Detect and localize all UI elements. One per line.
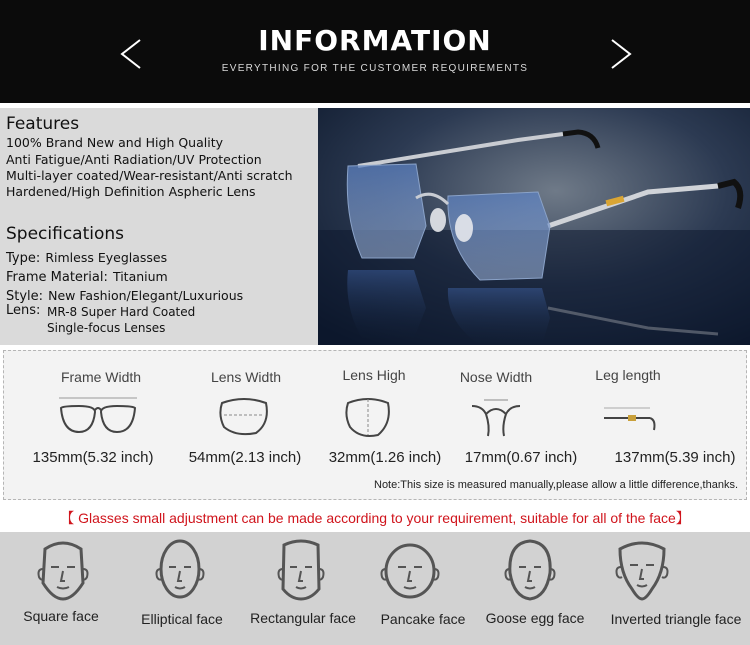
adjustment-banner: 【 Glasses small adjustment can be made according to your requirement, suitable for all of the face】	[60, 510, 690, 526]
spec-value: MR-8 Super Hard Coated	[47, 305, 196, 319]
spec-value: Rimless Eyeglasses	[45, 250, 168, 265]
spec-type	[6, 247, 167, 266]
specifications-heading: Specifications	[6, 224, 125, 244]
spec-value: Single-focus Lenses	[47, 321, 166, 335]
leg-length-icon	[598, 398, 662, 438]
spec-style	[6, 285, 243, 304]
feature-line: Multi-layer coated/Wear-resistant/Anti scratch	[6, 168, 293, 183]
face-label: Elliptical face	[141, 611, 223, 627]
measure-value: 32mm(1.26 inch)	[328, 449, 442, 466]
measure-value: 135mm(5.32 inch)	[32, 449, 154, 466]
lens-height-icon	[342, 393, 394, 439]
size-note: Note:This size is measured manually,please allow a little difference,thanks.	[374, 479, 738, 491]
elliptical-face-icon	[150, 537, 210, 603]
nose-width-icon	[468, 396, 524, 438]
spec-label: Frame Material:	[6, 270, 108, 285]
measure-label: Leg length	[595, 367, 661, 383]
measure-value: 54mm(2.13 inch)	[188, 449, 302, 466]
measure-value: 137mm(5.39 inch)	[614, 449, 736, 466]
spec-value: Titanium	[112, 269, 168, 284]
feature-line: Anti Fatigue/Anti Radiation/UV Protection	[6, 152, 262, 167]
measure-label: Lens Width	[210, 369, 282, 385]
face-label: Goose egg face	[485, 610, 585, 626]
eyeglasses-illustration	[318, 108, 750, 345]
feature-line: 100% Brand New and High Quality	[6, 135, 224, 150]
spec-value: New Fashion/Elegant/Luxurious	[48, 288, 244, 303]
face-label: Square face	[23, 608, 99, 624]
spec-label: Style:	[6, 289, 44, 304]
face-label: Inverted triangle face	[610, 611, 742, 627]
measure-label: Lens High	[342, 367, 406, 383]
spec-frame	[6, 266, 168, 285]
measure-label: Frame Width	[60, 369, 142, 385]
face-label: Pancake face	[380, 611, 466, 627]
features-heading: Features	[6, 114, 80, 134]
measure-label: Nose Width	[459, 369, 533, 385]
rectangular-face-icon	[271, 537, 331, 603]
measure-value: 17mm(0.67 inch)	[464, 449, 578, 466]
lens-width-icon	[216, 393, 272, 437]
pancake-face-icon	[380, 537, 440, 603]
frame-width-icon	[55, 392, 141, 438]
product-photo	[318, 108, 750, 345]
feature-line: Hardened/High Definition Aspheric Lens	[6, 184, 256, 199]
spec-label: Type:	[6, 251, 41, 266]
spec-label: Lens:	[6, 303, 41, 318]
page-title: INFORMATION	[258, 24, 492, 57]
inverted-triangle-face-icon	[612, 537, 672, 603]
face-label: Rectangular face	[250, 610, 356, 626]
square-face-icon	[33, 537, 93, 603]
goose-egg-face-icon	[500, 537, 560, 603]
page-subtitle: EVERYTHING FOR THE CUSTOMER REQUIREMENTS	[221, 63, 529, 74]
